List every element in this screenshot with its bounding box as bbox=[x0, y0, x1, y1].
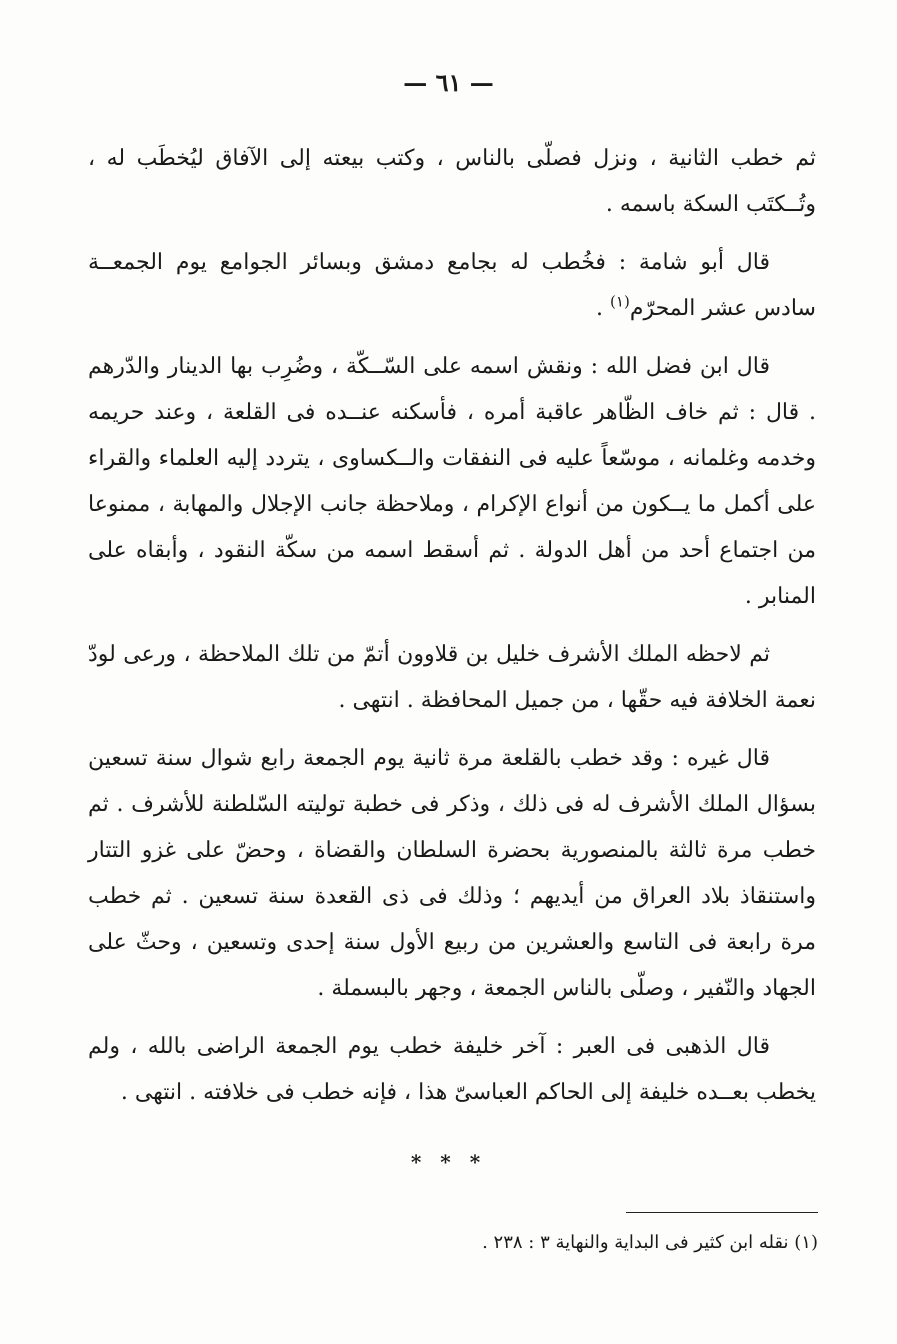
section-separator: * * * bbox=[410, 1150, 487, 1174]
paragraph-2-text: قال أبو شامة : فخُطب له بجامع دمشق وبسائر الجوامع يوم الجمعــة سادس عشر المحرّم bbox=[88, 250, 816, 321]
paragraph-4: ثم لاحظه الملك الأشرف خليل بن قلاوون أتمّ من تلك الملاحظة ، ورعى لودّ نعمة الخلافة فيه حقّها ، من جميل المحافظة . انتهى . bbox=[88, 642, 816, 713]
paragraph-2 bbox=[88, 240, 816, 332]
footnote-reference-mark: (١) bbox=[610, 292, 630, 311]
footnote-divider bbox=[626, 1212, 818, 1213]
footnote: (١) نقله ابن كثير فى البداية والنهاية ٣ : ٢٣٨ . bbox=[482, 1232, 818, 1253]
paragraph-6: قال الذهبى فى العبر : آخر خليفة خطب يوم الجمعة الراضى بالله ، ولم يخطب بعــده خليفة إلى الحاكم العباسىّ هذا ، فإنه خطب فى خلافته . انتهى . bbox=[88, 1034, 816, 1105]
paragraph-2-tail: . bbox=[596, 296, 611, 321]
page-number: — ٦١ — bbox=[403, 68, 494, 97]
paragraph-3: قال ابن فضل الله : ونقش اسمه على السّــكّة ، وضُرِب بها الدينار والدّرهم . قال : ثم خاف الظّاهر عاقبة أمره ، فأسكنه عنــده فى القلعة ، وعند حريمه وخدمه وغلمانه ، موسّعاً عليه فى النفقات والــكساوى ، يتردد إليه العلماء والقراء على أكمل ما يــكون من أنواع الإكرام ، وملاحظة جانب الإجلال والمهابة ، ممنوعا من اجتماع أحد من أهل الدولة . ثم أسقط اسمه من سكّة النقود ، وأبقاه على المنابر . bbox=[88, 354, 816, 609]
main-text bbox=[88, 136, 816, 1128]
paragraph-5: قال غيره : وقد خطب بالقلعة مرة ثانية يوم الجمعة رابع شوال سنة تسعين بسؤال الملك الأشرف له فى ذلك ، وذكر فى خطبة توليته السّلطنة للأشرف . ثم خطب مرة ثالثة بالمنصورية بحضرة السلطان والقضاة ، وحضّ على غزو التتار واستنقاذ بلاد العراق من أيديهم ؛ وذلك فى ذى القعدة سنة تسعين . ثم خطب مرة رابعة فى التاسع والعشرين من ربيع الأول سنة إحدى وتسعين ، وحثّ على الجهاد والنّفير ، وصلّى بالناس الجمعة ، وجهر بالبسملة . bbox=[88, 746, 816, 1001]
paragraph-1: ثم خطب الثانية ، ونزل فصلّى بالناس ، وكتب بيعته إلى الآفاق ليُخطَب له ، وتُــكتَب السكة باسمه . bbox=[88, 146, 816, 217]
